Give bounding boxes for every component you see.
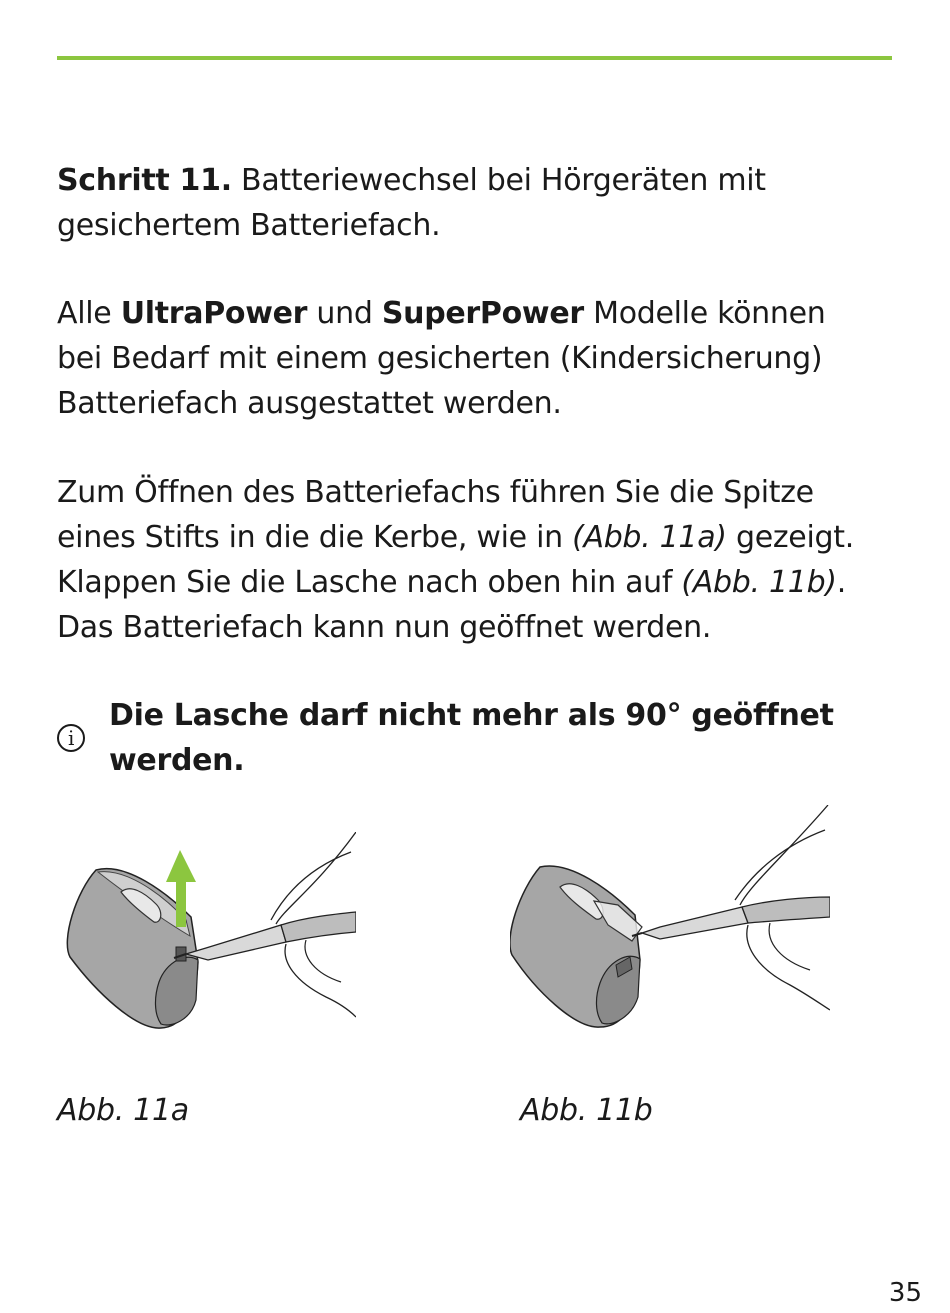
header-rule bbox=[57, 56, 892, 60]
intro-paragraph bbox=[57, 291, 897, 426]
intro-text: Modelle können bbox=[583, 296, 826, 331]
pen-stylus bbox=[632, 897, 830, 939]
hearing-aid-device bbox=[510, 866, 640, 1027]
figure-ref-11b: (Abb. 11b) bbox=[681, 565, 837, 600]
figure-11b-caption: Abb. 11b bbox=[520, 1093, 653, 1128]
figure-11a-caption: Abb. 11a bbox=[57, 1093, 189, 1128]
step-text-line2: gesichertem Batteriefach. bbox=[57, 208, 441, 243]
model-ultrapower: UltraPower bbox=[120, 296, 308, 331]
instructions-text: Klappen Sie die Lasche nach oben hin auf bbox=[57, 565, 682, 600]
step-paragraph bbox=[57, 158, 897, 248]
instructions-text: . bbox=[836, 565, 846, 600]
instructions-line1: Zum Öffnen des Batteriefachs führen Sie die Spitze bbox=[57, 475, 814, 510]
intro-line2: bei Bedarf mit einem gesicherten (Kindersicherung) bbox=[57, 341, 823, 376]
warning-note bbox=[57, 693, 897, 783]
intro-text: Alle bbox=[57, 296, 121, 331]
model-superpower: SuperPower bbox=[381, 296, 584, 331]
pen-stylus bbox=[174, 912, 356, 960]
step-label: Schritt 11. bbox=[57, 163, 232, 198]
instructions-paragraph bbox=[57, 470, 897, 650]
intro-text: und bbox=[307, 296, 382, 331]
instructions-text: gezeigt. bbox=[726, 520, 854, 555]
instructions-line4: Das Batteriefach kann nun geöffnet werden. bbox=[57, 610, 712, 645]
page-number: 35 bbox=[888, 1278, 922, 1308]
instructions-text: eines Stifts in die die Kerbe, wie in bbox=[57, 520, 573, 555]
figure-ref-11a: (Abb. 11a) bbox=[572, 520, 727, 555]
info-icon: i bbox=[57, 724, 85, 752]
intro-line3: Batteriefach ausgestattet werden. bbox=[57, 386, 562, 421]
figure-11b-illustration bbox=[510, 805, 830, 1035]
step-text: Batteriewechsel bei Hörgeräten mit bbox=[231, 163, 766, 198]
figure-11a-illustration bbox=[66, 832, 356, 1032]
warning-text: Die Lasche darf nicht mehr als 90° geöffnet werden. bbox=[109, 698, 834, 778]
